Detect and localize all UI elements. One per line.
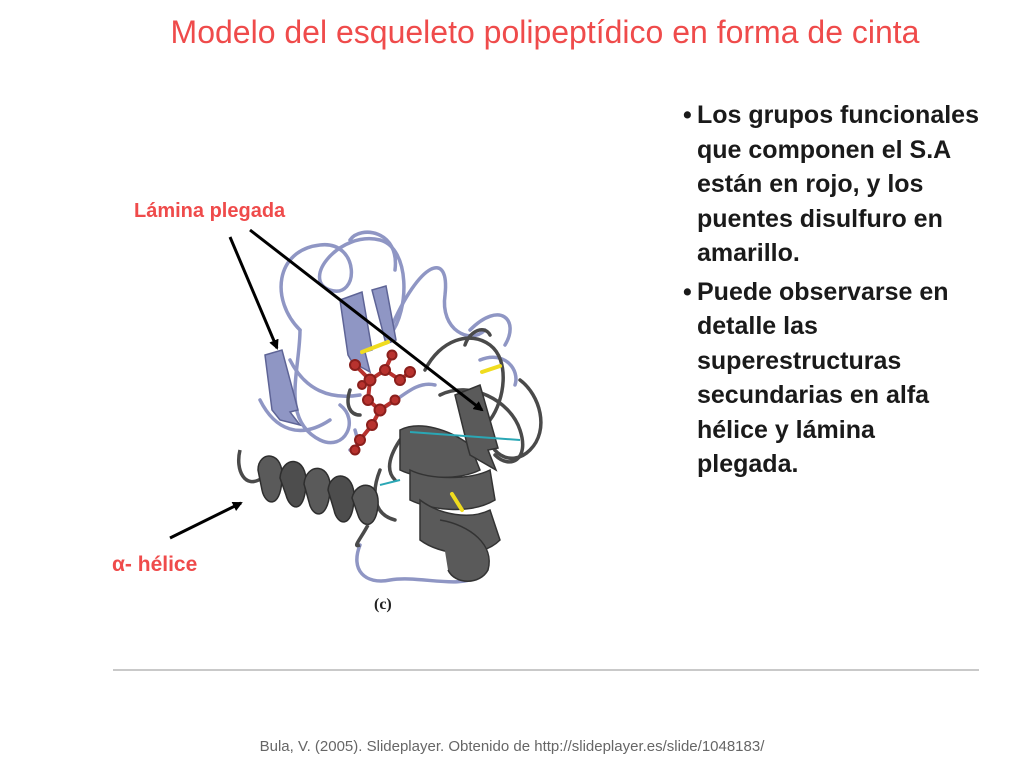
label-lamina-plegada: Lámina plegada bbox=[134, 200, 286, 222]
figure-caption: (c) bbox=[374, 596, 392, 613]
bullet-text: Puede observarse en detalle las superestructuras secundarias en alfa hélice y lámina plegada. bbox=[697, 277, 949, 478]
bullet-marker: • bbox=[683, 101, 692, 129]
citation: Bula, V. (2005). Slideplayer. Obtenido de http://slideplayer.es/slide/1048183/ bbox=[259, 738, 765, 755]
slide-title: Modelo del esqueleto polipeptídico en forma de cinta bbox=[170, 14, 920, 50]
bullet-text: Los grupos funcionales que componen el S.A están en rojo, y los puentes disulfuro en amarillo. bbox=[697, 101, 979, 267]
arrow-helice bbox=[170, 503, 241, 538]
arrow-lamina-left bbox=[230, 237, 277, 348]
beta-sheet-dark bbox=[400, 385, 500, 581]
bullet-marker: • bbox=[683, 277, 692, 306]
alpha-helix bbox=[239, 450, 378, 546]
label-alfa-helice: α- hélice bbox=[112, 553, 198, 576]
divider-line bbox=[113, 669, 979, 671]
